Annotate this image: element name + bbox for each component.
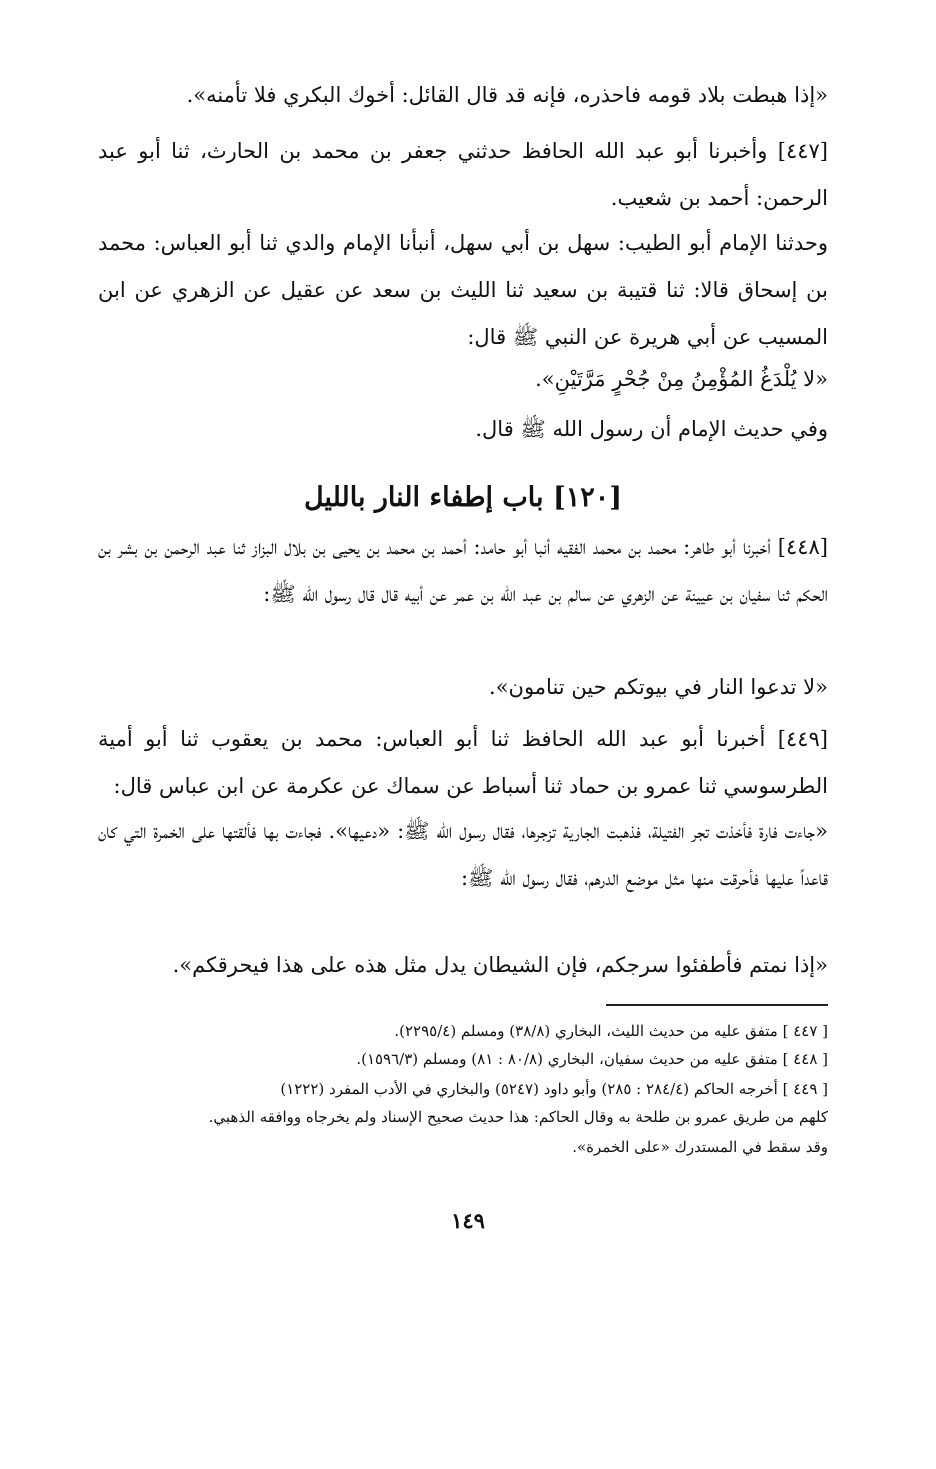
- footnote-449: [ ٤٤٩ ] أخرجه الحاكم (٢٨٤/٤ : ٢٨٥) وأبو داود (٥٢٤٧) والبخاري في الأدب المفرد (١٢٢٢): [280, 1080, 828, 1098]
- paragraph-isnad-447: وحدثنا الإمام أبو الطيب: سهل بن أبي سهل، أنبأنا الإمام والدي ثنا أبو العباس: محمد بن إسحاق قالا: ثنا قتيبة بن سعيد ثنا الليث بن سعد عن عقيل عن الزهري عن ابن المسيب عن أبي هريرة عن النبي ﷺ قال:: [98, 231, 828, 349]
- paragraph-hadith-448: [٤٤٨] أخبرنا أبو طاهر: محمد بن محمد الفقيه أنبا أبو حامد: أحمد بن محمد بن يحيى بن بلال البزاز ثنا عبد الرحمن بن بشر بن الحكم ثنا سفيان بن عيينة عن الزهري عن سالم بن عبد الله بن عمر عن أبيه قال قال رسول الله ﷺ:: [98, 535, 828, 606]
- paragraph-note-447: وفي حديث الإمام أن رسول الله ﷺ قال.: [475, 417, 828, 441]
- paragraph-quote-448: «لا تدعوا النار في بيوتكم حين تنامون».: [489, 675, 828, 699]
- paragraph-quote-447: «لا يُلْدَغُ المُؤْمِنُ مِنْ جُحْرٍ مَرَّتَيْنِ».: [535, 367, 828, 391]
- paragraph-quote-1: «إذا هبطت بلاد قومه فاحذره، فإنه قد قال القائل: أخوك البكري فلا تأمنه».: [186, 83, 828, 107]
- footnote-448: [ ٤٤٨ ] متفق عليه من حديث سفيان، البخاري (٨٠/٨ : ٨١) ومسلم (١٥٩٦/٣).: [356, 1050, 828, 1068]
- footnote-449-continued: كلهم من طريق عمرو بن طلحة به وقال الحاكم: هذا حديث صحيح الإسناد ولم يخرجاه ووافقه الذهبي.: [208, 1108, 828, 1126]
- footnote-divider: [606, 1004, 828, 1006]
- paragraph-quote-449: «إذا نمتم فأطفئوا سرجكم، فإن الشيطان يدل مثل هذه على هذا فيحرقكم».: [172, 953, 828, 977]
- footnote-449-note: وقد سقط في المستدرك «على الخمرة».: [572, 1138, 828, 1156]
- paragraph-hadith-449: [٤٤٩] أخبرنا أبو عبد الله الحافظ ثنا أبو العباس: محمد بن يعقوب ثنا أبو أمية الطرسوسي ثنا عمرو بن حماد ثنا أسباط عن سماك عن عكرمة عن ابن عباس قال:: [98, 727, 828, 798]
- footnote-447: [ ٤٤٧ ] متفق عليه من حديث الليث، البخاري (٣٨/٨) ومسلم (٢٢٩٥/٤).: [394, 1022, 828, 1040]
- paragraph-story-449: «جاءت فارة فأخذت تجر الفتيلة، فذهبت الجارية تزجرها، فقال رسول الله ﷺ: «دعيها». فجاءت بها فألقتها على الخمرة التي كان قاعداً عليها فأحرقت منها مثل موضع الدرهم، فقال رسول الله ﷺ:: [98, 819, 828, 890]
- section-heading: [١٢٠] باب إطفاء النار بالليل: [303, 482, 623, 513]
- paragraph-hadith-447: [٤٤٧] وأخبرنا أبو عبد الله الحافظ حدثني جعفر بن محمد بن الحارث، ثنا أبو عبد الرحمن: أحمد بن شعيب.: [98, 139, 828, 210]
- page-number: ١٤٩: [451, 1208, 485, 1233]
